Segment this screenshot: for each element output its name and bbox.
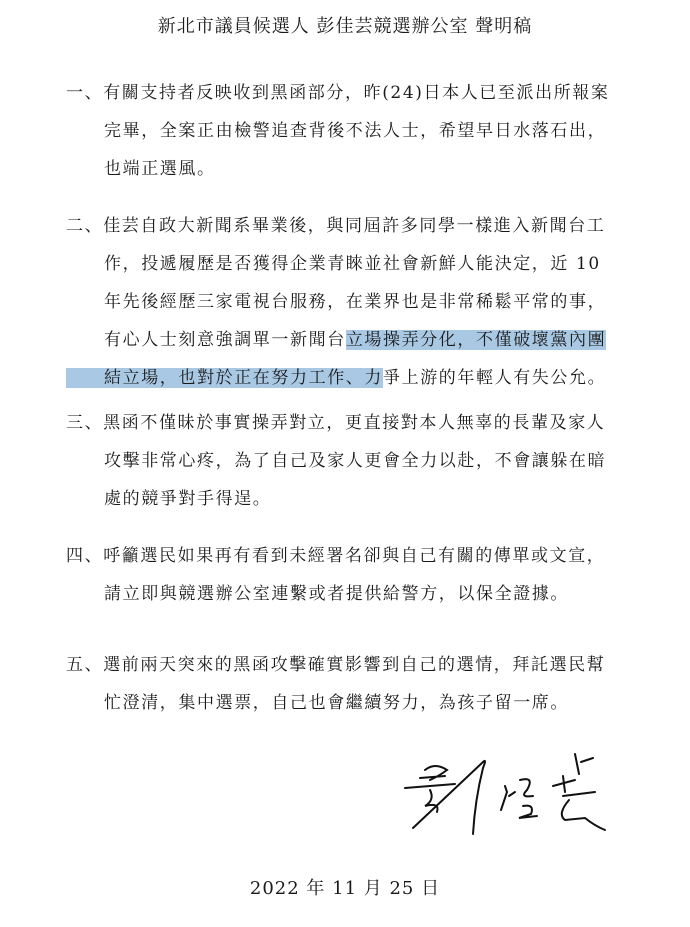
document-date: 2022 年 11 月 25 日 bbox=[249, 878, 441, 899]
paragraph-1 bbox=[66, 74, 666, 188]
text-line bbox=[66, 321, 666, 359]
paragraph-4 bbox=[66, 537, 666, 613]
text-line: 五、選前兩天突來的黑函攻擊確實影響到自己的選情，拜託選民幫 bbox=[66, 655, 606, 675]
text-line: 二、佳芸自政大新聞系畢業後，與同屆許多同學一樣進入新聞台工 bbox=[66, 216, 606, 236]
text-line: 年先後經歷三家電視台服務，在業界也是非常稀鬆平常的事， bbox=[104, 292, 607, 312]
text-line: 完畢，全案正由檢警追查背後不法人士，希望早日水落石出， bbox=[104, 121, 607, 141]
text-line bbox=[66, 359, 666, 397]
selected-text[interactable]: 結立場，也對於正在努力工作、力 bbox=[66, 368, 383, 388]
text-line: 請立即與競選辦公室連繫或者提供給警方，以保全證據。 bbox=[104, 584, 569, 604]
paragraph-3 bbox=[66, 404, 666, 518]
text-line: 攻擊非常心疼，為了自己及家人更會全力以赴，不會讓躲在暗 bbox=[104, 451, 607, 471]
text-line: 四、呼籲選民如果再有看到未經署名卻與自己有關的傳單或文宣， bbox=[66, 546, 606, 566]
text-line: 忙澄清，集中選票，自己也會繼續努力，為孩子留一席。 bbox=[104, 693, 569, 713]
text-line: 也端正選風。 bbox=[104, 159, 216, 179]
text-line: 一、有關支持者反映收到黑函部分，昨(24)日本人已至派出所報案 bbox=[66, 83, 610, 103]
text-line: 作，投遞履歷是否獲得企業青睞並社會新鮮人能決定，近 10 bbox=[104, 254, 601, 274]
text-segment: 有心人士刻意強調單一新聞台 bbox=[104, 330, 346, 350]
page-title: 新北市議員候選人 彭佳芸競選辦公室 聲明稿 bbox=[157, 16, 533, 37]
paragraph-5 bbox=[66, 646, 666, 722]
text-line: 處的競爭對手得逞。 bbox=[104, 489, 272, 509]
text-line: 三、黑函不僅昧於事實操弄對立，更直接對本人無辜的長輩及家人 bbox=[66, 413, 606, 433]
paragraph-2 bbox=[66, 207, 666, 397]
selected-text[interactable]: 立場操弄分化，不僅破壞黨內團 bbox=[345, 330, 607, 350]
text-segment: 爭上游的年輕人有失公允。 bbox=[383, 368, 607, 388]
signature-icon bbox=[395, 740, 615, 840]
